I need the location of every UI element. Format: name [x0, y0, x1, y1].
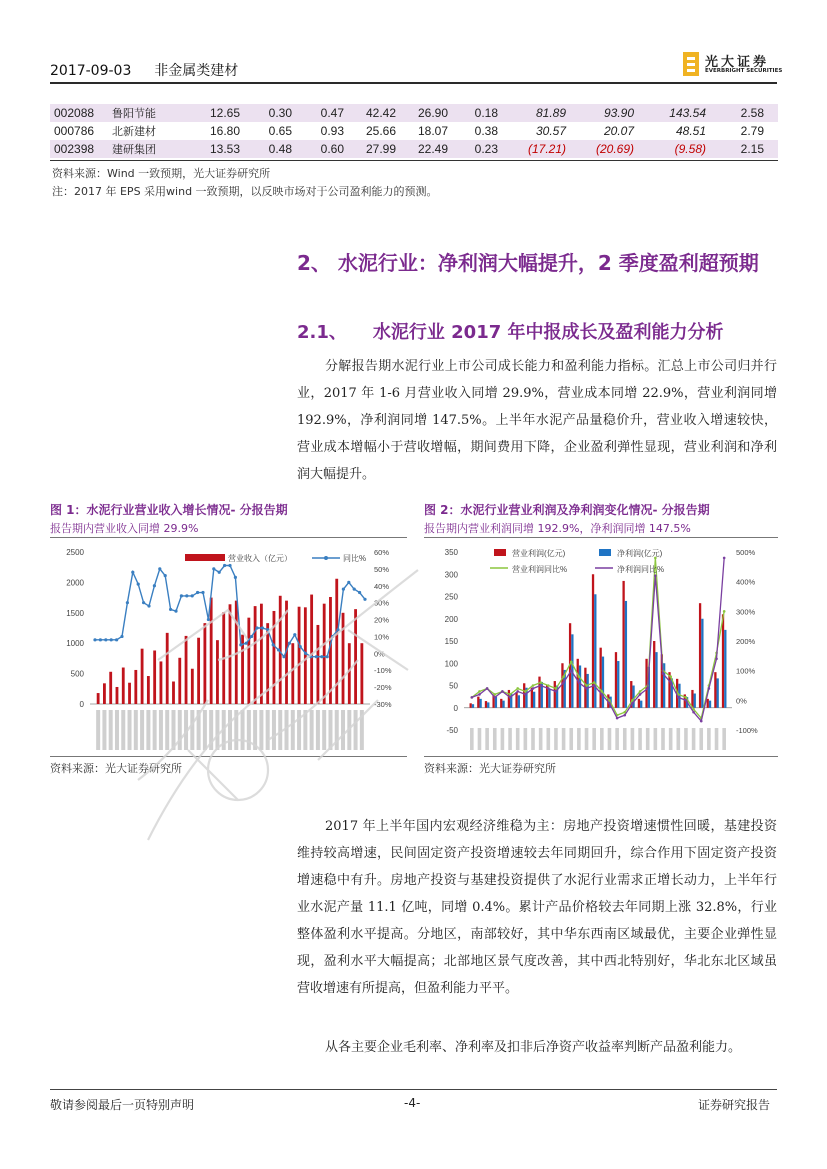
table-source: 资料来源：Wind 一致预期，光大证券研究所: [52, 167, 271, 180]
period-tick-label: [722, 728, 726, 750]
table-cell-c10: 2.79: [740, 124, 764, 138]
table-cell-c5: 22.49: [396, 140, 448, 158]
table-cell-code: 000786: [54, 124, 95, 138]
closing-paragraph: 从各主要企业毛利率、净利率及扣非后净资产收益率判断产品盈利能力。: [325, 1040, 742, 1055]
op-profit-yoy-point: [631, 699, 634, 702]
op-profit-yoy-point: [593, 681, 596, 684]
right-tick-label: 60%: [374, 548, 390, 557]
table-cell-c5: 18.07: [417, 124, 448, 138]
period-tick-label: [585, 728, 589, 750]
figure1-title: 图 1：水泥行业营业收入增长情况- 分报告期: [50, 503, 288, 517]
net-profit-yoy-point: [700, 720, 703, 723]
period-tick-label: [508, 728, 512, 750]
net-profit-bar: [479, 699, 481, 708]
net-profit-bar: [709, 701, 711, 708]
net-profit-yoy-point: [585, 687, 588, 690]
net-profit-yoy-point: [685, 699, 688, 702]
net-profit-yoy-point: [669, 681, 672, 684]
period-tick-label: [569, 728, 573, 750]
table-cell-c9: 48.51: [675, 124, 706, 138]
table-cell-c8: 93.90: [566, 104, 634, 122]
table-cell-code: 002088: [50, 104, 112, 122]
net-profit-yoy-point: [539, 684, 542, 687]
period-tick-label: [96, 710, 100, 750]
op-profit-bar: [714, 672, 716, 708]
legend-line-label: 同比%: [343, 554, 367, 563]
left-tick-label: 300: [444, 570, 458, 580]
table-cell-c1: 12.65: [190, 104, 240, 122]
period-tick-label: [638, 728, 642, 750]
intro-paragraph: 分解报告期水泥行业上市公司成长能力和盈利能力指标。汇总上市公司归并行业，2017 年 1-6 月营业收入同增 29.9%，营业成本同增 22.9%，营业利润同增 192.9%，净利润同增 147.5%。上半年水泥产品量稳价升，营业收入增速较快，营业成本增幅小于营收增幅，期间费用下降，企业盈利弹性显现，营业利润和净利润大幅提升。: [297, 359, 777, 482]
op-profit-bar: [600, 648, 602, 708]
header-rule: [50, 82, 777, 84]
figure2-chart: [424, 540, 778, 754]
logo-text-en: EVERBRIGHT SECURITIES: [705, 68, 783, 74]
period-tick-label: [592, 728, 596, 750]
period-tick-label: [654, 728, 658, 750]
period-tick-label: [684, 728, 688, 750]
op-profit-bar: [699, 603, 701, 708]
period-tick-label: [577, 728, 581, 750]
yoy-point: [93, 638, 96, 641]
net-profit-bar: [518, 695, 520, 707]
revenue-bar: [97, 693, 100, 704]
table-cell-c6: 0.38: [474, 124, 498, 138]
table-cell-c3: 0.60: [292, 140, 344, 158]
op-profit-bar: [508, 690, 510, 708]
report-header: [50, 60, 238, 80]
figure2-subtitle: 报告期内营业利润同增 192.9%，净利润同增 147.5%: [424, 522, 691, 535]
net-profit-bar: [617, 661, 619, 708]
op-profit-yoy-point: [723, 610, 726, 613]
table-row: [50, 140, 778, 158]
net-profit-bar: [602, 657, 604, 708]
right-tick-label: 0%: [736, 696, 747, 706]
net-profit-yoy-point: [616, 717, 619, 720]
table-row: [50, 104, 778, 122]
legend-label: 净利润(亿元): [617, 549, 663, 558]
left-tick-label: 0: [79, 700, 84, 709]
net-profit-yoy-point: [593, 684, 596, 687]
net-profit-yoy-point: [723, 557, 726, 560]
right-tick-label: 400%: [736, 577, 756, 587]
table-note: 注：2017 年 EPS 采用wind 一致预期，以反映市场对于公司盈利能力的预测。: [52, 185, 438, 198]
op-profit-bar: [554, 681, 556, 708]
report-date: 2017-09-03: [50, 63, 132, 79]
right-tick-label: 300%: [736, 607, 756, 617]
op-profit-bar: [477, 697, 479, 708]
op-profit-yoy-point: [608, 699, 611, 702]
net-profit-yoy-point: [570, 669, 573, 672]
table-cell-c6: 0.23: [448, 140, 498, 158]
subsection-number: 2.1、: [297, 322, 347, 343]
net-profit-bar: [487, 702, 489, 707]
net-profit-yoy-point: [547, 687, 550, 690]
figure1-subtitle: 报告期内营业收入同增 29.9%: [50, 522, 199, 535]
op-profit-bar: [707, 699, 709, 708]
net-profit-bar: [533, 692, 535, 708]
period-tick-label: [109, 710, 113, 750]
period-tick-label: [531, 728, 535, 750]
net-profit-bar: [701, 619, 703, 708]
report-sector: 非金属类建材: [154, 63, 239, 79]
period-tick-label: [608, 728, 612, 750]
table-cell-c2: 0.30: [240, 104, 292, 122]
net-profit-yoy-point: [532, 687, 535, 690]
page-number: -4-: [404, 1096, 421, 1110]
table-cell-c7: 81.89: [498, 104, 566, 122]
right-tick-label: -30%: [374, 700, 392, 709]
period-tick-label: [485, 728, 489, 750]
table-cell-c10: 2.58: [706, 104, 778, 122]
op-profit-bar: [722, 614, 724, 707]
net-profit-yoy-point: [631, 702, 634, 705]
footer-report-type: 证券研究报告: [698, 1098, 771, 1112]
op-profit-bar: [485, 701, 487, 708]
net-profit-bar: [548, 689, 550, 708]
table-cell-code: 002398: [50, 140, 112, 158]
net-profit-yoy-point: [509, 696, 512, 699]
net-profit-yoy-point: [478, 693, 481, 696]
op-profit-yoy-point: [547, 684, 550, 687]
right-tick-label: 40%: [374, 581, 390, 591]
op-profit-yoy-point: [685, 696, 688, 699]
table-cell-c9: (9.58): [634, 140, 706, 158]
period-tick-label: [631, 728, 635, 750]
left-tick-label: -50: [446, 726, 458, 735]
net-profit-bar: [640, 701, 642, 708]
op-profit-yoy-point: [639, 690, 642, 693]
net-profit-yoy-point: [555, 690, 558, 693]
op-profit-bar: [622, 581, 624, 708]
table-cell-c7: (17.21): [498, 140, 566, 158]
net-profit-yoy-point: [646, 687, 649, 690]
op-profit-yoy-point: [570, 660, 573, 663]
net-profit-bar: [717, 678, 719, 707]
table-bottom-rule: [50, 160, 778, 161]
period-tick-label: [623, 728, 627, 750]
table-cell-c7: 30.57: [535, 124, 566, 138]
table-cell-c2: 0.48: [240, 140, 292, 158]
right-tick-label: -10%: [374, 666, 392, 676]
figure1-rule: [50, 537, 407, 538]
legend-swatch: [494, 549, 506, 556]
yoy-point: [99, 638, 102, 641]
period-tick-label: [615, 728, 619, 750]
net-profit-yoy-point: [471, 696, 474, 699]
net-profit-bar: [625, 601, 627, 708]
period-tick-label: [554, 728, 558, 750]
period-tick-label: [669, 728, 673, 750]
period-tick-label: [692, 728, 696, 750]
right-tick-label: 200%: [736, 637, 756, 646]
period-tick-label: [470, 728, 474, 750]
net-profit-yoy-point: [501, 690, 504, 693]
op-profit-yoy-point: [555, 687, 558, 690]
left-tick-label: 50: [449, 681, 458, 691]
net-profit-yoy-point: [562, 681, 565, 684]
left-tick-label: 500: [70, 669, 84, 679]
net-profit-yoy-point: [516, 690, 519, 693]
revenue-bar: [109, 672, 112, 704]
period-tick-label: [661, 728, 665, 750]
left-tick-label: 100: [444, 659, 458, 669]
net-profit-yoy-point: [608, 702, 611, 705]
subsection-title: 水泥行业 2017 年中报成长及盈利能力分析: [372, 322, 724, 343]
op-profit-yoy-point: [539, 681, 542, 684]
figure2-svg: [424, 540, 778, 754]
op-profit-yoy-point: [562, 675, 565, 678]
table-cell-c4: 25.66: [365, 124, 396, 138]
footer-rule: [50, 1089, 777, 1090]
left-tick-label: 250: [444, 592, 458, 602]
macro-paragraph: 2017 年上半年国内宏观经济维稳为主：房地产投资增速惯性回暖，基建投资维持较高增速，民间固定资产投资增速较去年同期回升，综合作用下固定资产投资增速稳中有升。房地产投资与基建投资提供了水泥行业需求正增长动力，上半年行业水泥产量 11.1 亿吨，同增 0.4%。累计产品价格较去年同期上涨 32.8%，行业整体盈利水平提高。分地区，南部较好，其中华东西南区域最优，主要企业弹性显现，盈利水平大幅提高；北部地区景气度改善，其中西北特别好，华北东北区域虽营收增速有所提高，但盈利能力平平。: [297, 819, 777, 996]
period-tick-label: [493, 728, 497, 750]
right-tick-label: 10%: [374, 632, 390, 642]
figure2-rule: [424, 537, 778, 538]
section-heading: 2、 水泥行业：净利润大幅提升，2 季度盈利超预期: [297, 251, 759, 275]
op-profit-yoy-point: [532, 684, 535, 687]
net-profit-bar: [724, 630, 726, 708]
yoy-point: [104, 638, 107, 641]
left-tick-label: 150: [444, 637, 458, 646]
period-tick-label: [539, 728, 543, 750]
op-profit-yoy-point: [669, 675, 672, 678]
net-profit-yoy-point: [677, 696, 680, 699]
right-tick-label: 0%: [374, 649, 385, 659]
logo-text-cn: 光大证券: [705, 55, 770, 70]
period-tick-label: [501, 728, 505, 750]
op-profit-yoy-point: [585, 684, 588, 687]
left-tick-label: 200: [444, 614, 458, 624]
op-profit-yoy-point: [493, 693, 496, 696]
table-cell-name: 建研集团: [112, 140, 190, 158]
left-tick-label: 2500: [66, 548, 84, 557]
op-profit-bar: [470, 703, 472, 707]
revenue-bar: [103, 683, 106, 704]
net-profit-bar: [694, 694, 696, 708]
table-cell-c2: 0.65: [268, 124, 292, 138]
table-cell-name: 鲁阳节能: [112, 104, 190, 122]
op-profit-yoy-point: [578, 675, 581, 678]
net-profit-yoy-point: [639, 693, 642, 696]
logo-mark-icon: [683, 52, 699, 76]
period-tick-label: [600, 728, 604, 750]
net-profit-yoy-point: [715, 658, 718, 661]
period-tick-label: [715, 728, 719, 750]
right-tick-label: 30%: [374, 598, 390, 608]
figure1-source: 资料来源：光大证券研究所: [50, 762, 182, 775]
net-profit-yoy-point: [692, 711, 695, 714]
right-tick-label: 500%: [736, 548, 756, 557]
legend-bar-label: 营业收入（亿元）: [228, 554, 292, 563]
yoy-point: [110, 638, 113, 641]
legend-label: 净利润同比%: [617, 565, 665, 574]
subsection-heading: [297, 318, 724, 344]
period-tick-label: [646, 728, 650, 750]
legend-swatch: [599, 549, 611, 556]
figure2-source: 资料来源：光大证券研究所: [424, 762, 556, 775]
left-tick-label: 2000: [66, 578, 84, 588]
table-cell-c4: 42.42: [344, 104, 396, 122]
net-profit-bar: [587, 674, 589, 708]
period-tick-label: [707, 728, 711, 750]
table-cell-c5: 26.90: [396, 104, 448, 122]
net-profit-bar: [655, 652, 657, 708]
net-profit-yoy-point: [708, 687, 711, 690]
legend-label: 营业利润同比%: [512, 565, 568, 574]
op-profit-yoy-point: [601, 690, 604, 693]
table-cell-c8: 20.07: [603, 124, 634, 138]
op-profit-bar: [500, 699, 502, 708]
table-cell-c8: (20.69): [566, 140, 634, 158]
legend-label: 营业利润(亿元): [512, 549, 566, 558]
net-profit-yoy-point: [601, 693, 604, 696]
table-cell-name: 北新建材: [112, 125, 156, 138]
left-tick-label: 0: [453, 703, 458, 713]
net-profit-yoy-point: [654, 574, 657, 577]
period-tick-label: [676, 728, 680, 750]
table-cell-c4: 27.99: [344, 140, 396, 158]
footer-disclaimer: 敬请参阅最后一页特别声明: [50, 1098, 195, 1112]
op-profit-bar: [653, 641, 655, 708]
left-tick-label: 1500: [66, 608, 84, 618]
left-tick-label: 350: [444, 548, 458, 557]
net-profit-bar: [594, 594, 596, 707]
op-profit-yoy-point: [524, 690, 527, 693]
op-profit-bar: [615, 652, 617, 708]
net-profit-yoy-point: [578, 681, 581, 684]
table-cell-c3: 0.47: [292, 104, 344, 122]
net-profit-bar: [502, 701, 504, 708]
net-profit-yoy-point: [662, 672, 665, 675]
net-profit-bar: [579, 665, 581, 707]
op-profit-yoy-point: [478, 690, 481, 693]
period-tick-label: [562, 728, 566, 750]
net-profit-yoy-point: [623, 714, 626, 717]
right-tick-label: 20%: [374, 615, 390, 625]
table-row: [50, 122, 778, 140]
period-tick-label: [524, 728, 528, 750]
table-cell-c6: 0.18: [448, 104, 498, 122]
right-tick-label: 50%: [374, 564, 390, 574]
right-tick-label: -100%: [736, 726, 758, 735]
table-cell-c9: 143.54: [634, 104, 706, 122]
right-tick-label: 100%: [736, 666, 756, 676]
left-tick-label: 1000: [66, 639, 84, 649]
op-profit-bar: [515, 692, 517, 708]
op-profit-bar: [538, 677, 540, 708]
period-tick-label: [699, 728, 703, 750]
table-cell-c1: 16.80: [209, 124, 240, 138]
peer-valuation-table: [50, 104, 778, 158]
period-tick-label: [516, 728, 520, 750]
table-cell-c10: 2.15: [706, 140, 778, 158]
figure2-title: 图 2：水泥行业营业利润及净利润变化情况- 分报告期: [424, 503, 710, 517]
op-profit-yoy-point: [509, 693, 512, 696]
table-cell-c1: 13.53: [190, 140, 240, 158]
op-profit-bar: [638, 699, 640, 708]
net-profit-yoy-point: [493, 696, 496, 699]
period-tick-label: [546, 728, 550, 750]
period-tick-label: [102, 710, 106, 750]
everbright-logo: [683, 50, 783, 80]
op-profit-yoy-point: [516, 687, 519, 690]
op-profit-bar: [592, 574, 594, 708]
net-profit-yoy-point: [486, 687, 489, 690]
table-cell-c3: 0.93: [320, 124, 344, 138]
period-tick-label: [478, 728, 482, 750]
net-profit-yoy-point: [524, 693, 527, 696]
net-profit-bar: [472, 704, 474, 708]
right-tick-label: -20%: [374, 683, 392, 693]
figure2-bottom-rule: [424, 756, 778, 757]
